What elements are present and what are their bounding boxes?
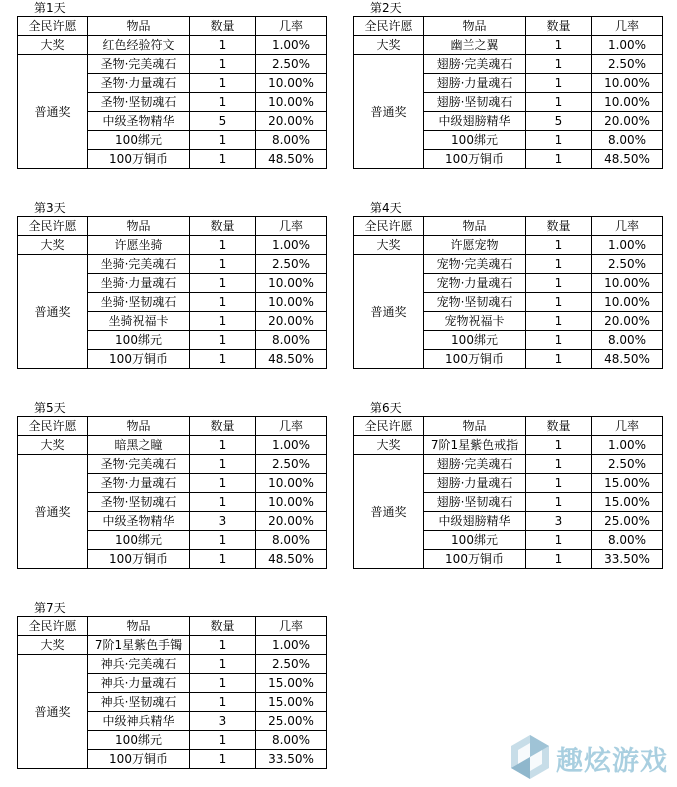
- normal-prize-qty: 1: [190, 93, 256, 112]
- grand-prize-qty: 1: [190, 436, 256, 455]
- grand-prize-label: 大奖: [18, 636, 88, 655]
- day-block-1: [17, 0, 326, 169]
- watermark: [508, 733, 673, 781]
- grand-prize-rate: 1.00%: [592, 36, 663, 55]
- normal-prize-qty: 1: [526, 474, 592, 493]
- prize-table: [353, 216, 663, 369]
- normal-prize-rate: 20.00%: [256, 512, 327, 531]
- header-row: [18, 217, 327, 236]
- normal-prize-rate: 10.00%: [256, 74, 327, 93]
- normal-prize-qty: 1: [526, 331, 592, 350]
- normal-prize-item: 坐骑·力量魂石: [88, 274, 190, 293]
- grand-prize-row: [354, 436, 663, 455]
- day-block-3: [17, 200, 326, 369]
- normal-prize-qty: 1: [190, 131, 256, 150]
- grand-prize-item: 红色经验符文: [88, 36, 190, 55]
- normal-prize-item: 100绑元: [88, 131, 190, 150]
- day-block-2: [353, 0, 662, 169]
- normal-prize-qty: 1: [190, 350, 256, 369]
- normal-prize-item: 圣物·完美魂石: [88, 455, 190, 474]
- grand-prize-item: 暗黑之瞳: [88, 436, 190, 455]
- normal-prize-qty: 1: [526, 74, 592, 93]
- normal-prize-item: 坐骑祝福卡: [88, 312, 190, 331]
- header-qty: 数量: [526, 17, 592, 36]
- normal-prize-item: 翅膀·力量魂石: [424, 74, 526, 93]
- normal-prize-rate: 8.00%: [256, 731, 327, 750]
- grand-prize-qty: 1: [526, 436, 592, 455]
- normal-prize-qty: 1: [526, 350, 592, 369]
- normal-prize-qty: 1: [190, 255, 256, 274]
- normal-prize-row: [18, 655, 327, 674]
- day-title: 第5天: [34, 401, 66, 415]
- day-title: 第6天: [370, 401, 402, 415]
- normal-prize-item: 圣物·完美魂石: [88, 55, 190, 74]
- header-row: [354, 417, 663, 436]
- normal-prize-item: 翅膀·完美魂石: [424, 55, 526, 74]
- grand-prize-qty: 1: [190, 636, 256, 655]
- grand-prize-label: 大奖: [354, 436, 424, 455]
- normal-prize-rate: 10.00%: [592, 293, 663, 312]
- header-category: 全民许愿: [354, 217, 424, 236]
- normal-prize-qty: 1: [526, 493, 592, 512]
- grand-prize-qty: 1: [190, 36, 256, 55]
- normal-prize-rate: 25.00%: [256, 712, 327, 731]
- normal-prize-qty: 3: [190, 712, 256, 731]
- header-rate: 几率: [592, 217, 663, 236]
- normal-prize-item: 中级翅膀精华: [424, 512, 526, 531]
- normal-prize-rate: 8.00%: [592, 531, 663, 550]
- normal-prize-item: 100绑元: [88, 531, 190, 550]
- hexagon-logo-icon: [508, 733, 552, 781]
- normal-prize-qty: 1: [526, 293, 592, 312]
- normal-prize-rate: 10.00%: [256, 93, 327, 112]
- normal-prize-rate: 10.00%: [256, 474, 327, 493]
- normal-prize-item: 圣物·坚韧魂石: [88, 93, 190, 112]
- grand-prize-item: 7阶1星紫色戒指: [424, 436, 526, 455]
- normal-prize-item: 100万铜币: [88, 750, 190, 769]
- normal-prize-qty: 3: [190, 512, 256, 531]
- normal-prize-qty: 1: [526, 274, 592, 293]
- normal-prize-row: [354, 255, 663, 274]
- header-item: 物品: [424, 17, 526, 36]
- normal-prize-rate: 48.50%: [592, 350, 663, 369]
- normal-prize-item: 翅膀·完美魂石: [424, 455, 526, 474]
- normal-prize-item: 神兵·力量魂石: [88, 674, 190, 693]
- normal-prize-qty: 1: [190, 455, 256, 474]
- day-block-6: [353, 400, 662, 569]
- normal-prize-item: 100万铜币: [88, 150, 190, 169]
- header-rate: 几率: [256, 417, 327, 436]
- grand-prize-rate: 1.00%: [256, 436, 327, 455]
- normal-prize-item: 100绑元: [88, 331, 190, 350]
- normal-prize-qty: 1: [190, 731, 256, 750]
- normal-prize-item: 中级翅膀精华: [424, 112, 526, 131]
- normal-prize-rate: 48.50%: [592, 150, 663, 169]
- normal-prize-rate: 20.00%: [592, 112, 663, 131]
- normal-prize-item: 中级圣物精华: [88, 112, 190, 131]
- header-row: [18, 617, 327, 636]
- grand-prize-rate: 1.00%: [256, 636, 327, 655]
- grand-prize-rate: 1.00%: [592, 436, 663, 455]
- header-row: [354, 217, 663, 236]
- normal-prize-item: 宠物·力量魂石: [424, 274, 526, 293]
- prize-table: [17, 16, 327, 169]
- header-category: 全民许愿: [354, 417, 424, 436]
- day-title: 第2天: [370, 1, 402, 15]
- grand-prize-item: 幽兰之翼: [424, 36, 526, 55]
- normal-prize-rate: 15.00%: [256, 693, 327, 712]
- header-row: [354, 17, 663, 36]
- grand-prize-qty: 1: [526, 236, 592, 255]
- grand-prize-label: 大奖: [18, 436, 88, 455]
- header-item: 物品: [88, 417, 190, 436]
- day-block-5: [17, 400, 326, 569]
- header-category: 全民许愿: [354, 17, 424, 36]
- normal-prize-rate: 20.00%: [256, 112, 327, 131]
- grand-prize-item: 7阶1星紫色手镯: [88, 636, 190, 655]
- normal-prize-qty: 1: [190, 331, 256, 350]
- normal-prize-qty: 1: [190, 750, 256, 769]
- normal-prize-label: 普通奖: [354, 455, 424, 569]
- normal-prize-rate: 10.00%: [256, 493, 327, 512]
- normal-prize-rate: 48.50%: [256, 550, 327, 569]
- normal-prize-row: [18, 455, 327, 474]
- normal-prize-item: 神兵·完美魂石: [88, 655, 190, 674]
- grand-prize-row: [354, 36, 663, 55]
- normal-prize-rate: 10.00%: [256, 274, 327, 293]
- header-category: 全民许愿: [18, 217, 88, 236]
- day-block-7: [17, 600, 326, 769]
- normal-prize-rate: 8.00%: [256, 531, 327, 550]
- normal-prize-rate: 10.00%: [592, 74, 663, 93]
- normal-prize-qty: 1: [190, 55, 256, 74]
- normal-prize-qty: 1: [526, 150, 592, 169]
- normal-prize-item: 100万铜币: [424, 150, 526, 169]
- grand-prize-rate: 1.00%: [256, 236, 327, 255]
- header-rate: 几率: [592, 17, 663, 36]
- normal-prize-row: [18, 55, 327, 74]
- normal-prize-item: 翅膀·坚韧魂石: [424, 493, 526, 512]
- prize-table: [17, 416, 327, 569]
- normal-prize-item: 圣物·力量魂石: [88, 74, 190, 93]
- normal-prize-rate: 8.00%: [592, 331, 663, 350]
- normal-prize-rate: 2.50%: [592, 255, 663, 274]
- normal-prize-rate: 10.00%: [256, 293, 327, 312]
- day-title: 第1天: [34, 1, 66, 15]
- normal-prize-rate: 2.50%: [592, 55, 663, 74]
- normal-prize-qty: 1: [190, 693, 256, 712]
- grand-prize-row: [18, 436, 327, 455]
- normal-prize-rate: 2.50%: [592, 455, 663, 474]
- header-qty: 数量: [190, 617, 256, 636]
- normal-prize-item: 圣物·力量魂石: [88, 474, 190, 493]
- normal-prize-qty: 1: [190, 293, 256, 312]
- day-title: 第4天: [370, 201, 402, 215]
- normal-prize-row: [18, 255, 327, 274]
- header-item: 物品: [424, 217, 526, 236]
- grand-prize-rate: 1.00%: [592, 236, 663, 255]
- normal-prize-qty: 1: [526, 131, 592, 150]
- normal-prize-qty: 1: [526, 93, 592, 112]
- header-qty: 数量: [190, 217, 256, 236]
- normal-prize-rate: 8.00%: [256, 331, 327, 350]
- normal-prize-label: 普通奖: [354, 55, 424, 169]
- normal-prize-label: 普通奖: [18, 55, 88, 169]
- header-item: 物品: [88, 617, 190, 636]
- normal-prize-label: 普通奖: [354, 255, 424, 369]
- normal-prize-rate: 33.50%: [592, 550, 663, 569]
- header-rate: 几率: [256, 617, 327, 636]
- prize-table: [353, 16, 663, 169]
- normal-prize-item: 神兵·坚韧魂石: [88, 693, 190, 712]
- grand-prize-label: 大奖: [354, 36, 424, 55]
- grand-prize-qty: 1: [526, 36, 592, 55]
- normal-prize-item: 100绑元: [88, 731, 190, 750]
- grand-prize-row: [18, 36, 327, 55]
- normal-prize-rate: 15.00%: [256, 674, 327, 693]
- normal-prize-qty: 1: [526, 312, 592, 331]
- normal-prize-item: 坐骑·完美魂石: [88, 255, 190, 274]
- header-qty: 数量: [526, 417, 592, 436]
- grand-prize-label: 大奖: [18, 36, 88, 55]
- normal-prize-qty: 1: [526, 55, 592, 74]
- header-item: 物品: [424, 417, 526, 436]
- normal-prize-qty: 1: [526, 255, 592, 274]
- normal-prize-item: 100万铜币: [88, 350, 190, 369]
- grand-prize-row: [18, 636, 327, 655]
- header-row: [18, 417, 327, 436]
- normal-prize-qty: 3: [526, 512, 592, 531]
- normal-prize-item: 100万铜币: [424, 350, 526, 369]
- normal-prize-label: 普通奖: [18, 655, 88, 769]
- prize-table: [17, 616, 327, 769]
- normal-prize-qty: 1: [190, 74, 256, 93]
- header-qty: 数量: [190, 17, 256, 36]
- grand-prize-label: 大奖: [354, 236, 424, 255]
- normal-prize-item: 中级神兵精华: [88, 712, 190, 731]
- header-category: 全民许愿: [18, 17, 88, 36]
- normal-prize-rate: 25.00%: [592, 512, 663, 531]
- normal-prize-qty: 1: [526, 455, 592, 474]
- grand-prize-label: 大奖: [18, 236, 88, 255]
- normal-prize-qty: 1: [190, 274, 256, 293]
- header-qty: 数量: [526, 217, 592, 236]
- day-title: 第7天: [34, 601, 66, 615]
- header-category: 全民许愿: [18, 617, 88, 636]
- normal-prize-rate: 48.50%: [256, 350, 327, 369]
- normal-prize-item: 坐骑·坚韧魂石: [88, 293, 190, 312]
- normal-prize-rate: 15.00%: [592, 493, 663, 512]
- normal-prize-row: [354, 55, 663, 74]
- header-item: 物品: [88, 17, 190, 36]
- header-row: [18, 17, 327, 36]
- normal-prize-qty: 1: [190, 674, 256, 693]
- normal-prize-label: 普通奖: [18, 455, 88, 569]
- header-item: 物品: [88, 217, 190, 236]
- normal-prize-rate: 8.00%: [256, 131, 327, 150]
- normal-prize-qty: 1: [526, 550, 592, 569]
- normal-prize-item: 100绑元: [424, 331, 526, 350]
- normal-prize-rate: 20.00%: [256, 312, 327, 331]
- normal-prize-item: 100万铜币: [424, 550, 526, 569]
- normal-prize-qty: 1: [190, 493, 256, 512]
- normal-prize-rate: 33.50%: [256, 750, 327, 769]
- normal-prize-item: 100绑元: [424, 531, 526, 550]
- day-block-4: [353, 200, 662, 369]
- normal-prize-rate: 15.00%: [592, 474, 663, 493]
- normal-prize-item: 中级圣物精华: [88, 512, 190, 531]
- normal-prize-qty: 1: [190, 655, 256, 674]
- normal-prize-qty: 5: [526, 112, 592, 131]
- normal-prize-item: 圣物·坚韧魂石: [88, 493, 190, 512]
- normal-prize-rate: 8.00%: [592, 131, 663, 150]
- header-rate: 几率: [256, 17, 327, 36]
- header-rate: 几率: [592, 417, 663, 436]
- normal-prize-qty: 1: [190, 312, 256, 331]
- normal-prize-rate: 2.50%: [256, 55, 327, 74]
- normal-prize-qty: 1: [190, 150, 256, 169]
- normal-prize-rate: 20.00%: [592, 312, 663, 331]
- header-category: 全民许愿: [18, 417, 88, 436]
- normal-prize-row: [354, 455, 663, 474]
- grand-prize-row: [18, 236, 327, 255]
- normal-prize-item: 宠物·坚韧魂石: [424, 293, 526, 312]
- normal-prize-qty: 1: [190, 474, 256, 493]
- normal-prize-item: 100绑元: [424, 131, 526, 150]
- prize-table: [353, 416, 663, 569]
- grand-prize-row: [354, 236, 663, 255]
- normal-prize-item: 宠物·完美魂石: [424, 255, 526, 274]
- grand-prize-item: 许愿宠物: [424, 236, 526, 255]
- header-rate: 几率: [256, 217, 327, 236]
- normal-prize-item: 翅膀·坚韧魂石: [424, 93, 526, 112]
- normal-prize-item: 100万铜币: [88, 550, 190, 569]
- grand-prize-item: 许愿坐骑: [88, 236, 190, 255]
- normal-prize-item: 翅膀·力量魂石: [424, 474, 526, 493]
- watermark-text: 趣炫游戏: [556, 746, 668, 777]
- normal-prize-label: 普通奖: [18, 255, 88, 369]
- grand-prize-rate: 1.00%: [256, 36, 327, 55]
- normal-prize-qty: 1: [190, 550, 256, 569]
- normal-prize-rate: 10.00%: [592, 93, 663, 112]
- normal-prize-rate: 2.50%: [256, 455, 327, 474]
- normal-prize-qty: 1: [190, 531, 256, 550]
- prize-table: [17, 216, 327, 369]
- normal-prize-item: 宠物祝福卡: [424, 312, 526, 331]
- normal-prize-qty: 5: [190, 112, 256, 131]
- normal-prize-rate: 48.50%: [256, 150, 327, 169]
- header-qty: 数量: [190, 417, 256, 436]
- normal-prize-rate: 2.50%: [256, 255, 327, 274]
- normal-prize-qty: 1: [526, 531, 592, 550]
- day-title: 第3天: [34, 201, 66, 215]
- normal-prize-rate: 2.50%: [256, 655, 327, 674]
- grand-prize-qty: 1: [190, 236, 256, 255]
- normal-prize-rate: 10.00%: [592, 274, 663, 293]
